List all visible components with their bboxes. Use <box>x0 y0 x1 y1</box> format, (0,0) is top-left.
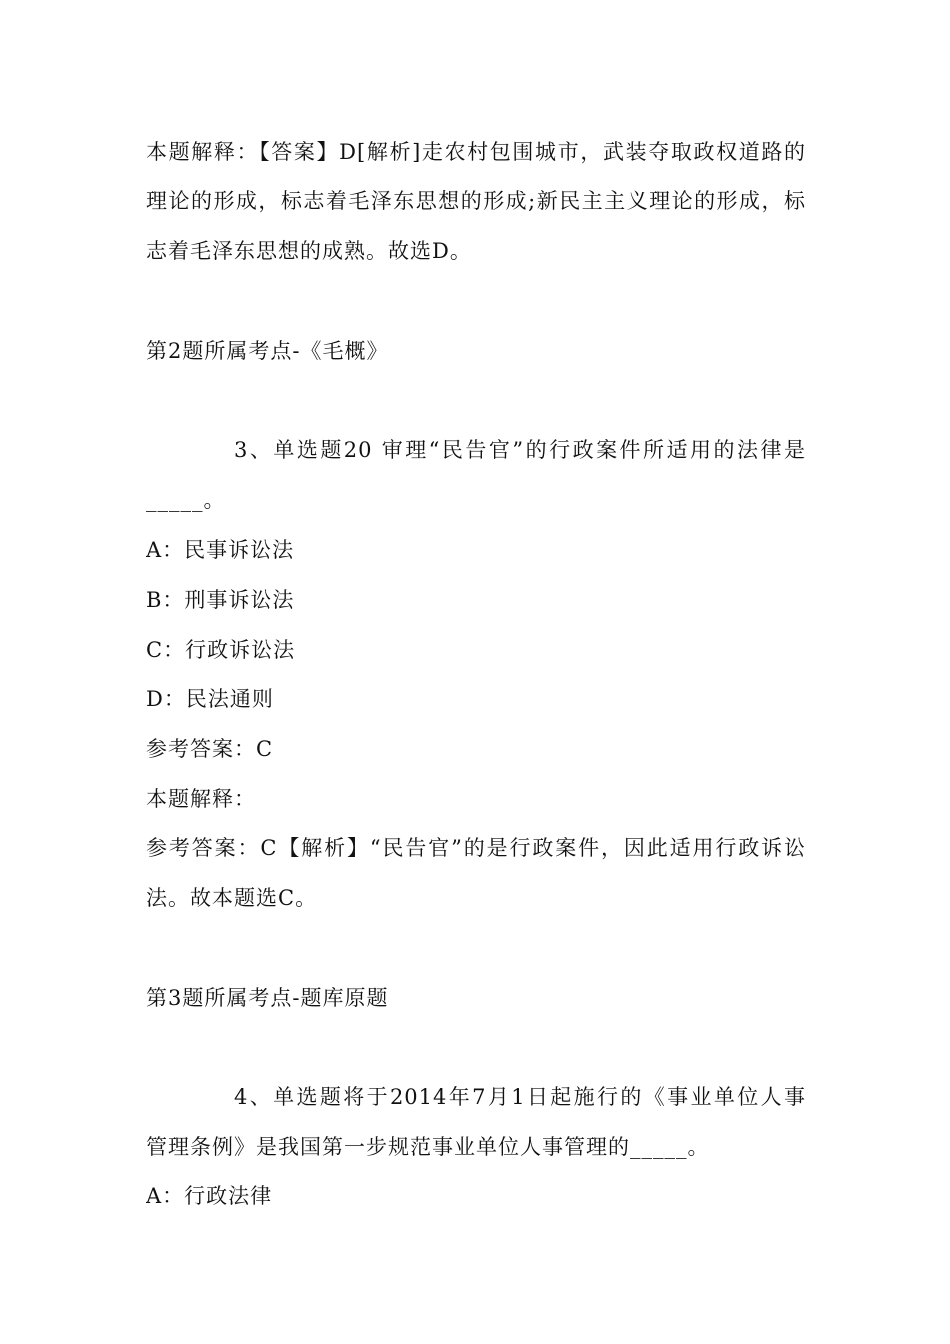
q3-option-d: D：民法通则 <box>146 687 274 711</box>
q3-stem-line-2: _____。 <box>146 488 226 512</box>
q3-topic-heading: 第3题所属考点-题库原题 <box>146 986 389 1010</box>
q2-explanation-line-1: 本题解释：【答案】D[解析]走农村包围城市，武装夺取政权道路的 <box>146 140 806 164</box>
q3-reference-answer: 参考答案：C <box>146 737 274 761</box>
q3-explanation-label: 本题解释： <box>146 787 256 811</box>
q3-option-a: A：民事诉讼法 <box>146 538 295 562</box>
q3-stem-line-1: 3、单选题20 审理“民告官”的行政案件所适用的法律是 <box>234 438 806 462</box>
q4-stem-line-1: 4、单选题将于2014年7月1日起施行的《事业单位人事 <box>234 1085 806 1109</box>
q2-explanation-line-3: 志着毛泽东思想的成熟。故选D。 <box>146 239 472 263</box>
q3-explanation-line-2: 法。故本题选C。 <box>146 886 318 910</box>
q4-stem-line-2: 管理条例》是我国第一步规范事业单位人事管理的_____。 <box>146 1135 710 1159</box>
q2-topic-heading: 第2题所属考点-《毛概》 <box>146 339 389 363</box>
q3-option-b: B：刑事诉讼法 <box>146 588 295 612</box>
q3-explanation-line-1: 参考答案：C【解析】“民告官”的是行政案件，因此适用行政诉讼 <box>146 836 806 860</box>
q4-option-a: A：行政法律 <box>146 1184 273 1208</box>
q3-option-c: C：行政诉讼法 <box>146 638 296 662</box>
q2-explanation-line-2: 理论的形成，标志着毛泽东思想的形成;新民主主义理论的形成，标 <box>146 189 806 213</box>
